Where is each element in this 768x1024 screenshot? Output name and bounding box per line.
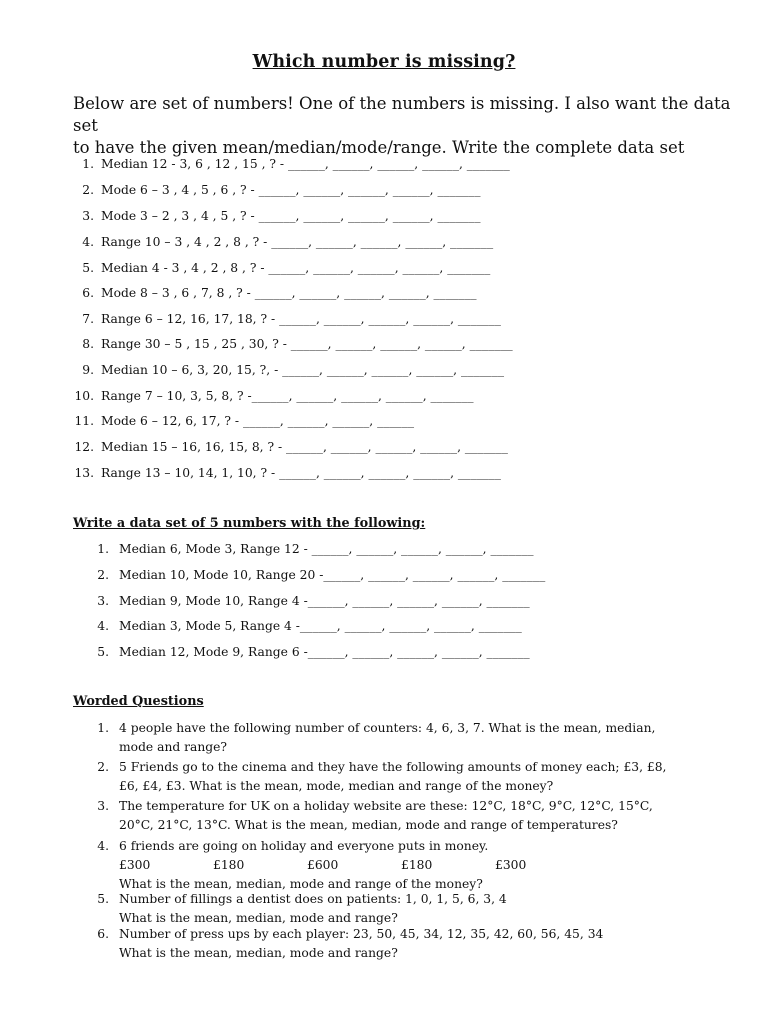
question-item xyxy=(97,541,534,557)
question-line: £6, £4, £3. What is the mean, mode, median and range of the money? xyxy=(119,779,554,793)
question-number: 9. xyxy=(82,363,94,377)
question-text: Median 12, Mode 9, Range 6 -______, ______, ______, ______, _______ xyxy=(119,645,530,659)
question-number: 13. xyxy=(74,466,94,480)
question-number: 12. xyxy=(74,440,94,454)
question-text: Median 12 - 3, 6 , 12 , 15 , ? - ______, ______, ______, ______, _______ xyxy=(101,157,510,171)
question-text: Mode 6 – 3 , 4 , 5 , 6 , ? - ______, ______, ______, ______, _______ xyxy=(101,183,481,197)
question-item xyxy=(82,311,501,327)
question-number: 5. xyxy=(82,261,94,275)
question-text: Mode 3 – 2 , 3 , 4 , 5 , ? - ______, ______, ______, ______, _______ xyxy=(101,209,481,223)
question-number: 2. xyxy=(82,183,94,197)
worded-question xyxy=(97,797,719,835)
question-text: Median 15 – 16, 16, 15, 8, ? - ______, ______, ______, ______, _______ xyxy=(101,440,508,454)
intro-line-1: Below are set of numbers! One of the numbers is missing. I also want the data set xyxy=(73,94,731,135)
question-line: 5 Friends go to the cinema and they have the following amounts of money each; £3, £8, xyxy=(119,760,667,774)
question-item xyxy=(74,413,414,429)
section-heading-data-set: Write a data set of 5 numbers with the following: xyxy=(73,516,426,531)
question-number: 2. xyxy=(97,568,109,582)
question-item xyxy=(74,439,508,455)
question-item xyxy=(82,234,494,250)
question-line: What is the mean, median, mode and range? xyxy=(119,911,398,925)
question-line: 4 people have the following number of counters: 4, 6, 3, 7. What is the mean, median, xyxy=(119,721,656,735)
money-amount: £300 xyxy=(495,858,527,872)
money-amount: £180 xyxy=(401,858,433,872)
worded-question xyxy=(97,925,719,963)
worded-question xyxy=(97,758,719,796)
question-line: Number of press ups by each player: 23, 50, 45, 34, 12, 35, 42, 60, 56, 45, 34 xyxy=(119,927,604,941)
question-number: 1. xyxy=(97,721,109,735)
question-text: Median 10, Mode 10, Range 20 -______, ______, ______, ______, _______ xyxy=(119,568,546,582)
question-number: 6. xyxy=(82,286,94,300)
question-number: 4. xyxy=(97,619,109,633)
question-number: 10. xyxy=(74,389,94,403)
intro-paragraph xyxy=(73,93,733,159)
question-number: 3. xyxy=(97,594,109,608)
question-text: Mode 6 – 12, 6, 17, ? - ______, ______, ______, ______ xyxy=(101,414,414,428)
question-item xyxy=(97,593,530,609)
question-text: Mode 8 – 3 , 6 , 7, 8 , ? - ______, ______, ______, ______, _______ xyxy=(101,286,477,300)
question-number: 4. xyxy=(97,839,109,853)
money-amount: £300 xyxy=(119,858,151,872)
question-number: 6. xyxy=(97,927,109,941)
question-number: 4. xyxy=(82,235,94,249)
question-item xyxy=(82,260,491,276)
question-text: Median 9, Mode 10, Range 4 -______, ______, ______, ______, _______ xyxy=(119,594,530,608)
question-text: Median 6, Mode 3, Range 12 - ______, ______, ______, ______, _______ xyxy=(119,542,534,556)
question-line: 6 friends are going on holiday and everyone puts in money. xyxy=(119,839,489,853)
question-text: Range 13 – 10, 14, 1, 10, ? - ______, ______, ______, ______, _______ xyxy=(101,466,501,480)
section-heading-worded: Worded Questions xyxy=(73,694,204,709)
question-number: 1. xyxy=(82,157,94,171)
question-text: Range 10 – 3 , 4 , 2 , 8 , ? - ______, ______, ______, ______, _______ xyxy=(101,235,494,249)
question-text: Median 10 – 6, 3, 20, 15, ?, - ______, ______, ______, ______, _______ xyxy=(101,363,505,377)
money-amount: £180 xyxy=(213,858,245,872)
question-item xyxy=(74,465,501,481)
question-number: 5. xyxy=(97,645,109,659)
question-item xyxy=(82,156,510,172)
question-item xyxy=(82,285,477,301)
question-number: 11. xyxy=(74,414,94,428)
question-number: 1. xyxy=(97,542,109,556)
question-line: 20°C, 21°C, 13°C. What is the mean, median, mode and range of temperatures? xyxy=(119,818,618,832)
question-line: Number of fillings a dentist does on patients: 1, 0, 1, 5, 6, 3, 4 xyxy=(119,892,507,906)
question-line: What is the mean, median, mode and range? xyxy=(119,946,398,960)
question-number: 7. xyxy=(82,312,94,326)
question-line: What is the mean, median, mode and range of the money? xyxy=(119,877,483,891)
question-item xyxy=(82,336,513,352)
question-line: The temperature for UK on a holiday website are these: 12°C, 18°C, 9°C, 12°C, 15°C, xyxy=(119,799,653,813)
question-item xyxy=(97,618,522,634)
question-number: 3. xyxy=(82,209,94,223)
page-title: Which number is missing? xyxy=(252,52,516,72)
question-text: Range 6 – 12, 16, 17, 18, ? - ______, ______, ______, ______, _______ xyxy=(101,312,501,326)
question-item xyxy=(82,208,481,224)
worded-question xyxy=(97,837,719,894)
intro-line-2: to have the given mean/median/mode/range. Write the complete data set xyxy=(73,138,685,157)
question-item xyxy=(97,567,546,583)
question-text: Range 30 – 5 , 15 , 25 , 30, ? - ______, ______, ______, ______, _______ xyxy=(101,337,513,351)
question-item xyxy=(82,182,481,198)
worded-question xyxy=(97,890,719,928)
money-amounts xyxy=(119,856,719,875)
question-text: Median 4 - 3 , 4 , 2 , 8 , ? - ______, ______, ______, ______, _______ xyxy=(101,261,491,275)
question-number: 2. xyxy=(97,760,109,774)
worded-question xyxy=(97,719,719,757)
question-item xyxy=(82,362,505,378)
question-item xyxy=(97,644,530,660)
money-amount: £600 xyxy=(307,858,339,872)
question-line: mode and range? xyxy=(119,740,228,754)
question-number: 5. xyxy=(97,892,109,906)
question-item xyxy=(74,388,474,404)
question-text: Range 7 – 10, 3, 5, 8, ? -______, ______, ______, ______, _______ xyxy=(101,389,474,403)
question-number: 8. xyxy=(82,337,94,351)
question-number: 3. xyxy=(97,799,109,813)
question-text: Median 3, Mode 5, Range 4 -______, ______, ______, ______, _______ xyxy=(119,619,522,633)
